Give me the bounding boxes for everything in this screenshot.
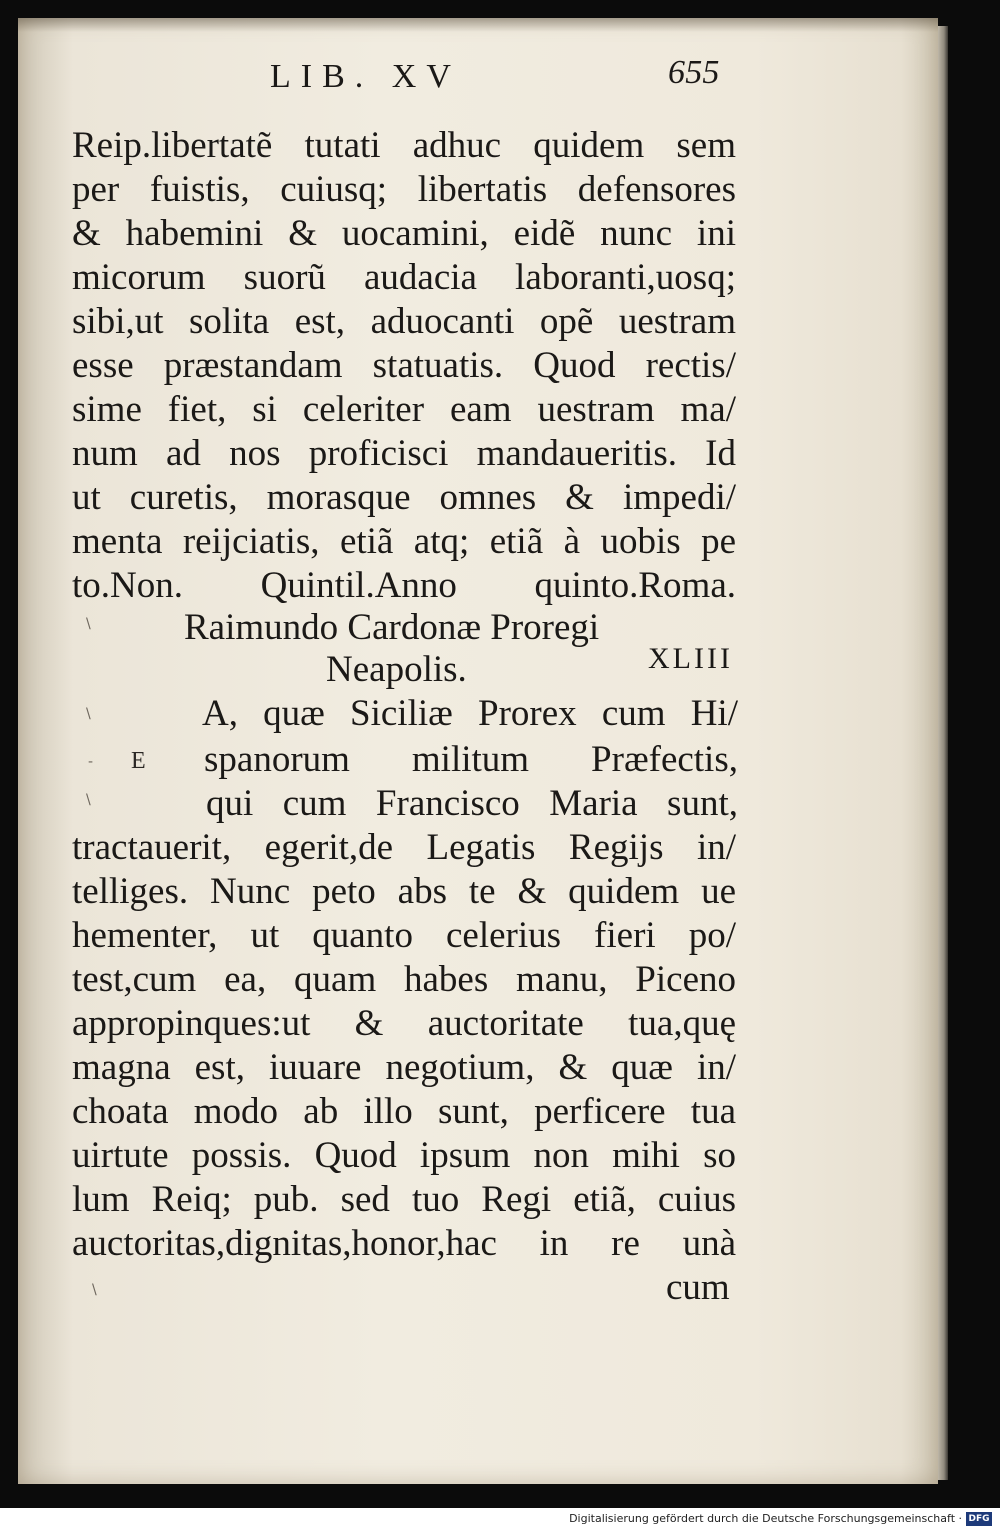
text-line: menta reijciatis, etiã atq; etiã à uobis pe	[72, 521, 736, 562]
text-line: tractauerit, egerit,de Legatis Regijs in/	[72, 827, 736, 868]
text-line: uirtute possis. Quod ipsum non mihi so	[72, 1135, 736, 1176]
page-shadow	[18, 18, 938, 32]
text-line: to.Non. Quintil.Anno quinto.Roma.	[72, 565, 736, 606]
text-line-indented: A, quæ Siciliæ Prorex cum Hi/	[202, 693, 738, 734]
funding-note: Digitalisierung gefördert durch die Deutsche Forschungsgemeinschaft ·	[569, 1512, 962, 1525]
margin-mark: \	[92, 1282, 97, 1298]
page-edge	[938, 26, 948, 1480]
text-line: num ad nos proficisci mandaueritis. Id	[72, 433, 736, 474]
text-line: ut curetis, morasque omnes & impedi/	[72, 477, 736, 518]
text-line-indented: spanorum militum Præfectis,	[204, 739, 738, 780]
letter-heading-line1: Raimundo Cardonæ Proregi	[184, 607, 600, 648]
footer-bar	[0, 1508, 1000, 1532]
catchword: cum	[666, 1267, 730, 1308]
margin-mark: -	[88, 754, 94, 770]
text-line: auctoritas,dignitas,honor,hac in re unà	[72, 1223, 736, 1264]
text-line: esse præstandam statuatis. Quod rectis/	[72, 345, 736, 386]
text-line: per fuistis, cuiusq; libertatis defensores	[72, 169, 736, 210]
text-line: Reip.libertatẽ tutati adhuc quidem sem	[72, 125, 736, 166]
dfg-logo: DFG	[966, 1512, 992, 1526]
letter-number: XLIII	[648, 642, 733, 675]
initial-guide-letter: E	[131, 748, 146, 774]
text-line: micorum suorũ audacia laboranti,uosq;	[72, 257, 736, 298]
text-line: lum Reiq; pub. sed tuo Regi etiã, cuius	[72, 1179, 736, 1220]
text-line: test,cum ea, quam habes manu, Piceno	[72, 959, 736, 1000]
running-head: LIB. XV	[270, 58, 461, 95]
text-line: hementer, ut quanto celerius fieri po/	[72, 915, 736, 956]
page-number: 655	[668, 54, 720, 91]
margin-mark: \	[86, 706, 91, 722]
text-line: sime fiet, si celeriter eam uestram ma/	[72, 389, 736, 430]
text-line: sibi,ut solita est, aduocanti opẽ uestram	[72, 301, 736, 342]
text-line: telliges. Nunc peto abs te & quidem ue	[72, 871, 736, 912]
letter-heading-line2: Neapolis.	[326, 649, 467, 690]
margin-mark: \	[86, 792, 91, 808]
text-line-indented: qui cum Francisco Maria sunt,	[206, 783, 738, 824]
text-line: appropinques:ut & auctoritate tua,quę	[72, 1003, 736, 1044]
text-line: choata modo ab illo sunt, perficere tua	[72, 1091, 736, 1132]
text-line: magna est, iuuare negotium, & quæ in/	[72, 1047, 736, 1088]
margin-mark: \	[86, 616, 91, 632]
text-line: & habemini & uocamini, eidẽ nunc ini	[72, 213, 736, 254]
